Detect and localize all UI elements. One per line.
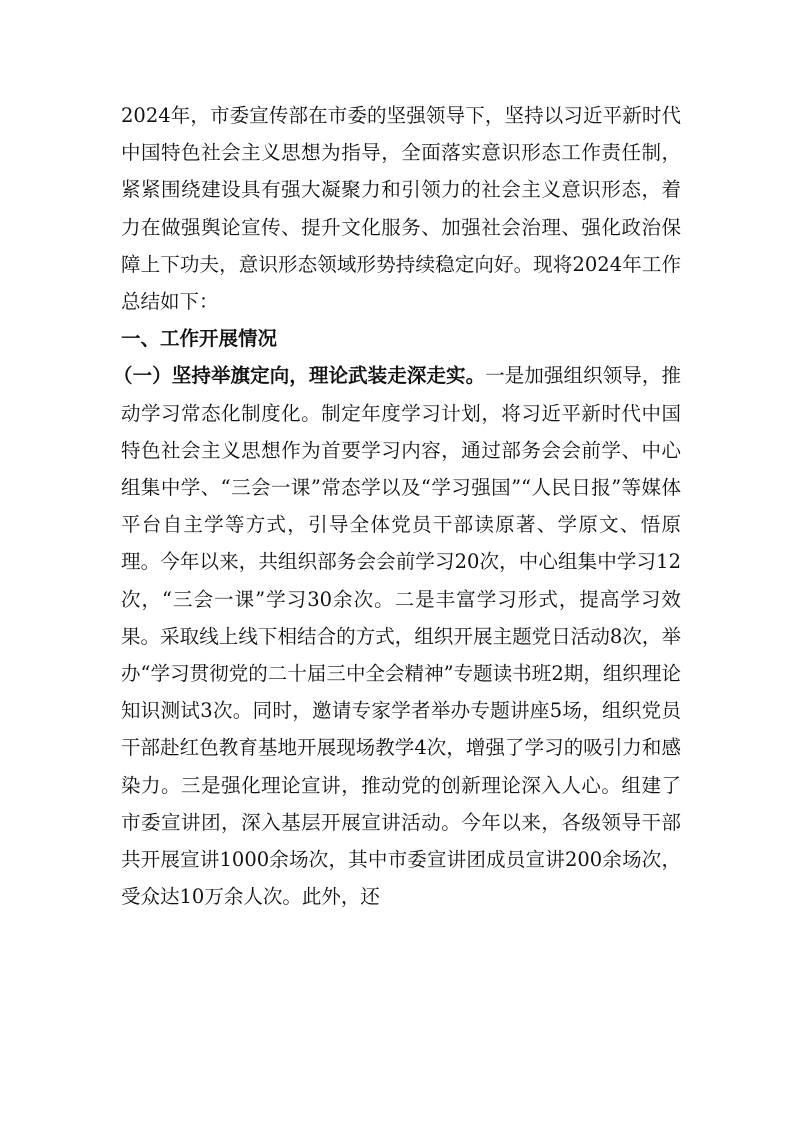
sub-section-paragraph — [113, 357, 681, 915]
section-heading: 一、工作开展情况 — [121, 327, 278, 351]
sub-section-lead: （一）坚持举旗定向，理论武装走深走实。 — [113, 364, 486, 388]
sub-section-body: 一是加强组织领导，推动学习常态化制度化。制定年度学习计划，将习近平新时代中国特色社会主义思想作为首要学习内容，通过部务会会前学、中心组集中学、“三会一课”常态学以及“学习强国”“人民日报”等媒体平台自主学等方式，引导全体党员干部读原著、学原文、悟原理。今年以来，共组织部务会会前学习20次，中心组集中学习12次，“三会一课”学习30余次。二是丰富学习形式，提高学习效果。采取线上线下相结合的方式，组织开展主题党日活动8次，举办“学习贯彻党的二十届三中全会精神”专题读书班2期，组织理论知识测试3次。同时，邀请专家学者举办专题讲座5场，组织党员干部赴红色教育基地开展现场教学4次，增强了学习的吸引力和感染力。三是强化理论宣讲，推动党的创新理论深入人心。组建了市委宣讲团，深入基层开展宣讲活动。今年以来，各级领导干部共开展宣讲1000余场次，其中市委宣讲团成员宣讲200余场次，受众达10万余人次。此外，还 — [121, 364, 681, 909]
document-body — [113, 97, 681, 915]
intro-paragraph: 2024年，市委宣传部在市委的坚强领导下，坚持以习近平新时代中国特色社会主义思想为指导，全面落实意识形态工作责任制，紧紧围绕建设具有强大凝聚力和引领力的社会主义意识形态，着力在做强舆论宣传、提升文化服务、加强社会治理、强化政治保障上下功夫，意识形态领域形势持续稳定向好。现将2024年工作总结如下： — [121, 104, 681, 314]
